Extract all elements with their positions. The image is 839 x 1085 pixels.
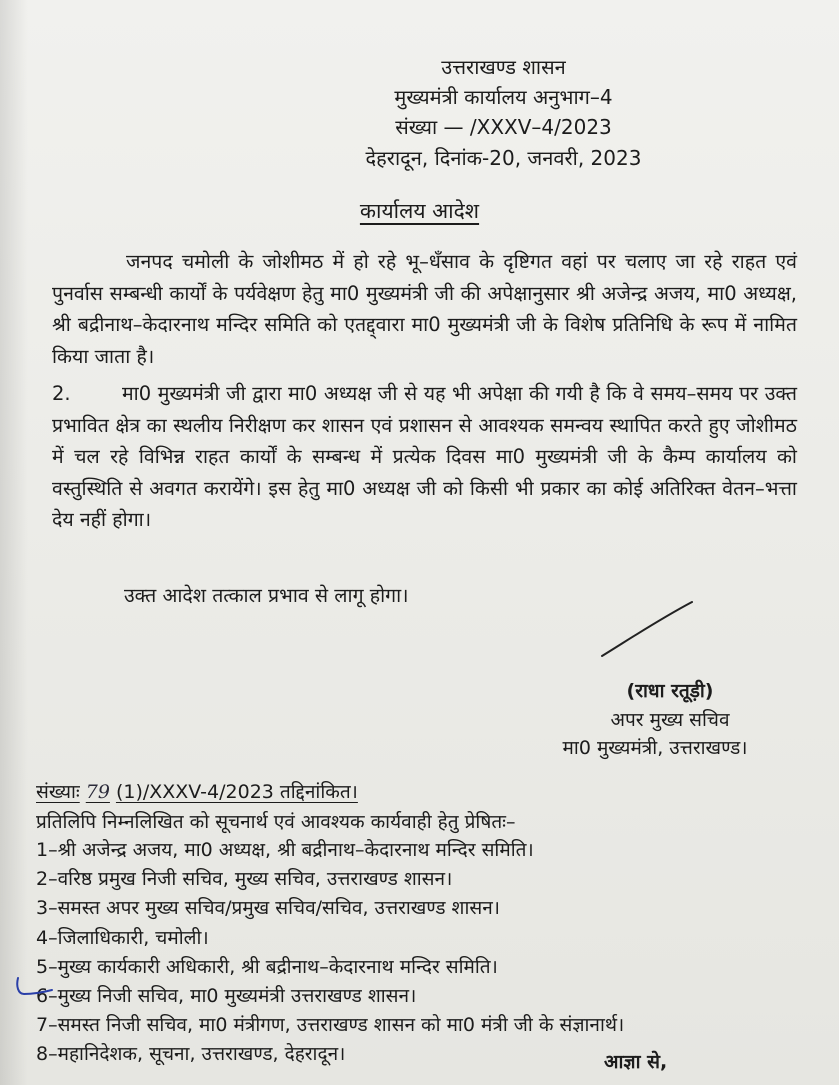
- copy-ref-handwritten-number: 79: [85, 781, 110, 803]
- recipient-list: [36, 836, 816, 1070]
- pen-tick-mark: [14, 972, 54, 998]
- closing-by-order: आज्ञा से,: [604, 1051, 668, 1073]
- signatory-name: (राधा रतूड़ी): [626, 680, 714, 702]
- copy-ref-prefix: संख्याः: [36, 781, 80, 803]
- govt-name: उत्तराखण्ड शासन: [441, 55, 566, 79]
- list-item: 3–समस्त अपर मुख्य सचिव/प्रमुख सचिव/सचिव, उत्तराखण्ड शासन।: [36, 897, 500, 920]
- order-title: [0, 196, 839, 226]
- paragraph-2: [52, 378, 797, 536]
- list-item: 7–समस्त निजी सचिव, मा0 मंत्रीगण, उत्तराखण्ड शासन को मा0 मंत्री जी के संज्ञानार्थ।: [36, 1014, 625, 1037]
- signatory-office: मा0 मुख्यमंत्री, उत्तराखण्ड।: [562, 737, 748, 759]
- paragraph-2-number: 2.: [52, 382, 71, 405]
- signatory-designation: अपर मुख्य सचिव: [610, 709, 730, 731]
- list-item: 1–श्री अजेन्द्र अजय, मा0 अध्यक्ष, श्री बद्रीनाथ–केदारनाथ मन्दिर समिति।: [36, 839, 534, 861]
- paragraph-3: उक्त आदेश तत्काल प्रभाव से लागू होगा।: [124, 584, 409, 607]
- order-title-text: कार्यालय आदेश: [359, 199, 480, 223]
- paragraph-1: जनपद चमोली के जोशीमठ में हो रहे भू–धँसाव के दृष्टिगत वहां पर चलाए जा रहे राहत एवं पुनर्वास सम्बन्धी कार्यों के पर्यवेक्षण हेतु मा0 मुख्यमंत्री जी की अपेक्षानुसार श्री अजेन्द्र अजय, मा0 अध्यक्ष, श्री बद्रीनाथ–केदारनाथ मन्दिर समिति को एतद्द्वारा मा0 मुख्यमंत्री जी के विशेष प्रतिनिधि के रूप में नामित किया जाता है।: [52, 250, 797, 368]
- list-item: 4–जिलाधिकारी, चमोली।: [36, 926, 209, 949]
- place-date: देहरादून, दिनांक-20, जनवरी, 2023: [365, 146, 642, 170]
- paragraph-2-text: मा0 मुख्यमंत्री जी द्वारा मा0 अध्यक्ष जी से यह भी अपेक्षा की गयी है कि वे समय–समय पर उक्त प्रभावित क्षेत्र का स्थलीय निरीक्षण कर शासन एवं प्रशासन से आवश्यक समन्वय स्थापित करते हुए जोशीमठ में चल रहे विभिन्न राहत कार्यों के सम्बन्ध में प्रत्येक दिवस मा0 मुख्यमंत्री जी के कैम्प कार्यालय को वस्तुस्थिति से अवगत करायेंगे। इस हेतु मा0 अध्यक्ष जी को किसी भी प्रकार का कोई अतिरिक्त वेतन–भत्ता देय नहीं होगा।: [52, 382, 797, 531]
- signature-stroke: [598, 600, 698, 660]
- list-item: 6–मुख्य निजी सचिव, मा0 मुख्यमंत्री उत्तराखण्ड शासन।: [36, 985, 417, 1008]
- copy-reference: [36, 778, 358, 806]
- list-item: 8–महानिदेशक, सूचना, उत्तराखण्ड, देहरादून।: [36, 1043, 346, 1066]
- office-section: मुख्यमंत्री कार्यालय अनुभाग–4: [394, 85, 613, 109]
- copy-ref-suffix: (1)/XXXV-4/2023 तद्दिनांकित।: [115, 781, 358, 803]
- list-item: 2–वरिष्ठ प्रमुख निजी सचिव, मुख्य सचिव, उत्तराखण्ड शासन।: [36, 868, 453, 891]
- list-item: 5–मुख्य कार्यकारी अधिकारी, श्री बद्रीनाथ–केदारनाथ मन्दिर समिति।: [36, 955, 498, 978]
- order-number: संख्या — /XXXV–4/2023: [395, 115, 612, 139]
- copy-intro: प्रतिलिपि निम्नलिखित को सूचनार्थ एवं आवश्यक कार्यवाही हेतु प्रेषितः–: [36, 811, 516, 833]
